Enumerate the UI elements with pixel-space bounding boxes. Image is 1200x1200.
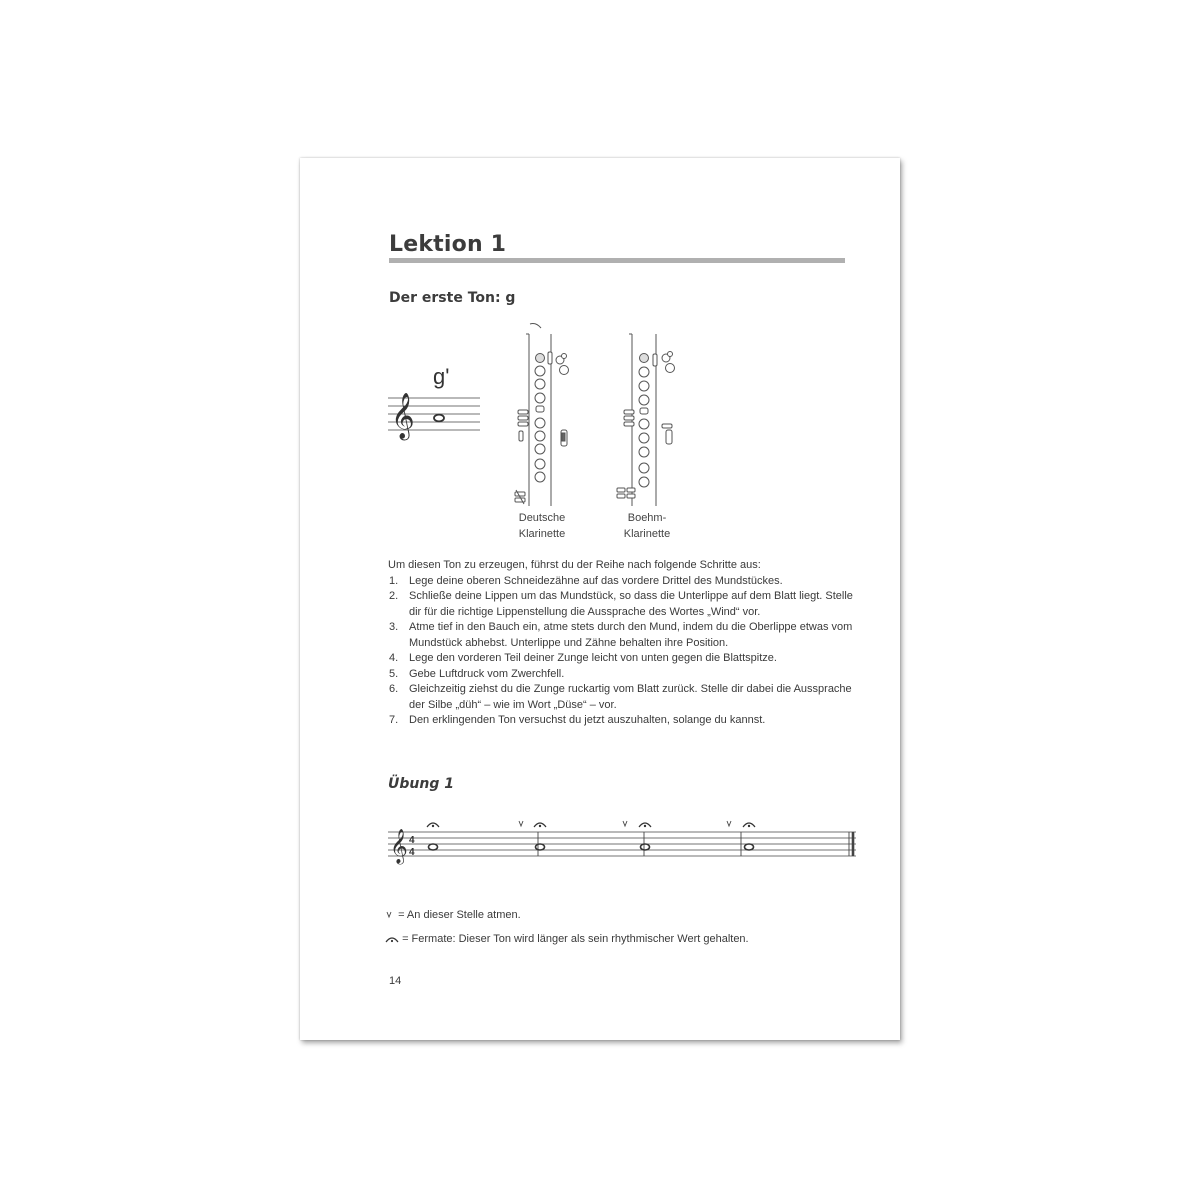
step-text: Schließe deine Lippen um das Mundstück, so dass die Unterlippe auf dem Blatt liegt. Stelle dir für die richtige Lippenstellung die Aussprache des Wortes „Wind“ vor. [409, 590, 853, 618]
list-item [388, 620, 858, 651]
list-item [388, 667, 858, 683]
treble-clef-icon: 𝄞 [390, 829, 408, 864]
whole-note-icon [434, 415, 444, 422]
fermata-icon [385, 934, 399, 944]
breath-mark-icon [727, 821, 731, 826]
instructions [388, 558, 858, 729]
treble-clef-icon: 𝄞 [391, 393, 415, 439]
note-label: g' [433, 364, 450, 389]
step-text: Den erklingenden Ton versuchst du jetzt auszuhalten, solange du kannst. [409, 714, 766, 726]
caption-german-line1: Deutsche [518, 512, 566, 524]
caption-german-line2: Klarinette [518, 528, 566, 540]
breath-mark-icon [519, 821, 523, 826]
fingering-chart-boehm [612, 328, 692, 508]
list-item [388, 651, 858, 667]
caption-boehm-clarinet [606, 510, 688, 542]
step-number: 5. [389, 667, 399, 680]
step-number: 3. [389, 621, 399, 633]
legend-breath [385, 909, 521, 921]
legend-fermata [385, 933, 749, 945]
whole-note-icon [745, 844, 754, 850]
whole-note-icon [536, 844, 545, 850]
exercise-title: Übung 1 [388, 776, 454, 792]
legend-fermata-text: = Fermate: Dieser Ton wird länger als sein rhythmischer Wert gehalten. [402, 933, 749, 945]
step-text: Gebe Luftdruck vom Zwerchfell. [409, 667, 565, 680]
note-staff [388, 394, 483, 440]
book-page [300, 158, 900, 1040]
title-rule [389, 258, 845, 263]
fingering-chart-german [506, 318, 586, 508]
step-number: 4. [389, 652, 399, 664]
step-text: Atme tief in den Bauch ein, atme stets durch den Mund, indem du die Oberlippe etwas vom Mundstück abhebst. Unterlippe und Zähne behalten ihre Position. [409, 621, 853, 649]
step-text: Gleichzeitig ziehst du die Zunge ruckartig vom Blatt zurück. Stelle dir dabei die Aussprache der Silbe „düh“ – wie im Wort „Düse“ – vor. [409, 683, 852, 711]
step-number: 7. [389, 714, 399, 726]
list-item [388, 682, 858, 713]
whole-note-icon [641, 844, 650, 850]
step-number: 6. [389, 683, 399, 695]
step-text: Lege den vorderen Teil deiner Zunge leicht von unten gegen die Blattspitze. [409, 652, 777, 664]
list-item [388, 713, 858, 729]
section-subtitle: Der erste Ton: g [389, 290, 516, 306]
whole-note-icon [429, 844, 438, 850]
caption-boehm-line2: Klarinette [623, 528, 671, 540]
step-number: 2. [389, 590, 399, 602]
breath-mark-icon [623, 821, 627, 826]
legend-breath-text: = An dieser Stelle atmen. [398, 909, 521, 921]
list-item [388, 589, 858, 620]
time-signature-4-icon: 4 [409, 835, 415, 846]
time-signature-4-icon: 4 [409, 847, 415, 858]
caption-boehm-line1: Boehm- [627, 512, 667, 524]
page-number: 14 [389, 975, 402, 987]
step-text: Lege deine oberen Schneidezähne auf das vordere Drittel des Mundstückes. [409, 574, 783, 587]
step-number: 1. [389, 574, 399, 587]
instructions-intro: Um diesen Ton zu erzeugen, führst du der Reihe nach folgende Schritte aus: [388, 559, 761, 571]
steps-list [388, 574, 858, 729]
lesson-title: Lektion 1 [389, 232, 507, 257]
breath-mark-icon [385, 910, 395, 920]
caption-german-clarinet [502, 510, 582, 542]
exercise-staff [388, 818, 858, 866]
list-item [388, 574, 858, 590]
